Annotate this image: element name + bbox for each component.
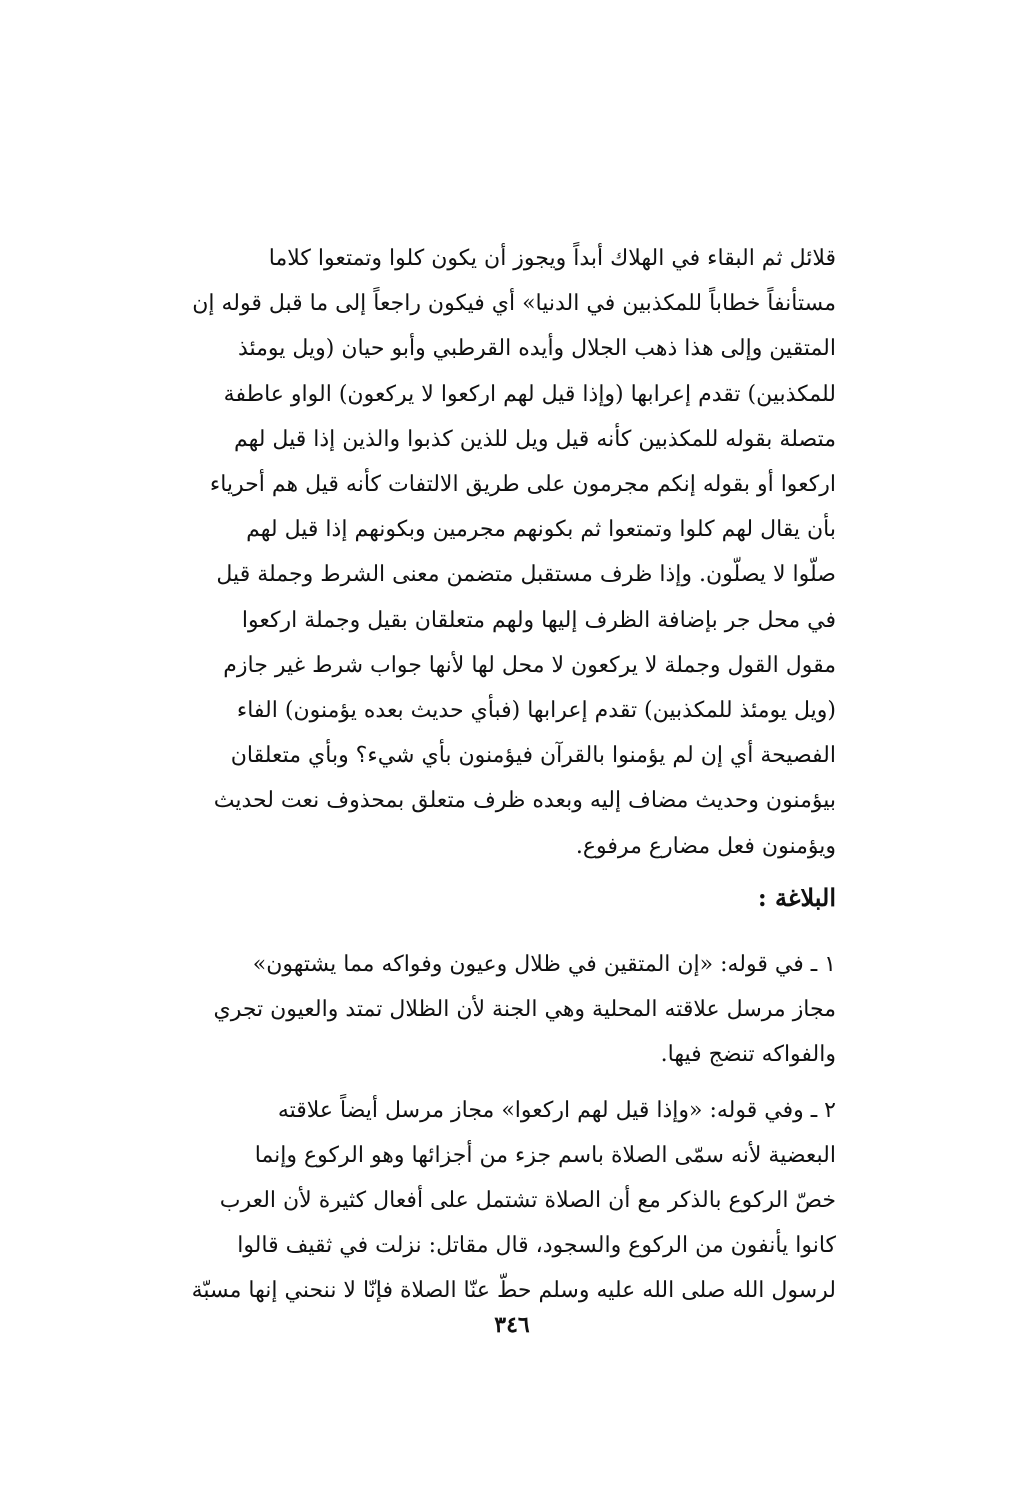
paragraph-line: مستأنفاً خطاباً للمكذبين في الدنيا» أي فيكون راجعاً إلى ما قبل قوله إن — [192, 291, 836, 317]
paragraph-line: اركعوا أو بقوله إنكم مجرمون على طريق الالتفات كأنه قيل هم أحرياء — [209, 472, 836, 498]
point-line: والفواكه تنضج فيها. — [660, 1042, 836, 1067]
rhetoric-point-1 — [148, 942, 836, 1077]
paragraph-line: للمكذبين) تقدم إعرابها (وإذا قيل لهم اركعوا لا يركعون) الواو عاطفة — [223, 381, 836, 407]
point-line: ٢ ـ وفي قوله: «وإذا قيل لهم اركعوا» مجاز مرسل أيضاً علاقته — [277, 1098, 836, 1123]
paragraph-line: صلّوا لا يصلّون. وإذا ظرف مستقبل متضمن معنى الشرط وجملة قيل — [216, 562, 836, 588]
point-line: كانوا يأنفون من الركوع والسجود، قال مقاتل: نزلت في ثقيف قالوا — [237, 1233, 836, 1258]
paragraph-line: قلائل ثم البقاء في الهلاك أبداً ويجوز أن يكون كلوا وتمتعوا كلاما — [268, 246, 836, 271]
point-line: مجاز مرسل علاقته المحلية وهي الجنة لأن الظلال تمتد والعيون تجري — [213, 997, 836, 1022]
main-paragraph — [148, 236, 836, 869]
page-number: ٣٤٦ — [494, 1312, 530, 1338]
point-line: البعضية لأنه سمّى الصلاة باسم جزء من أجزائها وهو الركوع وإنما — [254, 1143, 836, 1168]
section-heading: البلاغة : — [757, 883, 836, 912]
paragraph-line: في محل جر بإضافة الظرف إليها ولهم متعلقان بقيل وجملة اركعوا — [241, 607, 836, 633]
paragraph-line: (ويل يومئذ للمكذبين) تقدم إعرابها (فبأي حديث بعده يؤمنون) الفاء — [236, 698, 836, 724]
paragraph-line: بأن يقال لهم كلوا وتمتعوا ثم بكونهم مجرمين وبكونهم إذا قيل لهم — [246, 517, 836, 543]
paragraph-line: بيؤمنون وحديث مضاف إليه وبعده ظرف متعلق بمحذوف نعت لحديث — [213, 788, 836, 814]
rhetoric-point-2 — [148, 1088, 836, 1313]
point-line: ١ ـ في قوله: «إن المتقين في ظلال وعيون وفواكه مما يشتهون» — [252, 952, 836, 977]
point-line: لرسول الله صلى الله عليه وسلم حطّ عنّا الصلاة فإنّا لا ننحني إنها مسبّة — [191, 1278, 836, 1303]
paragraph-line: الفصيحة أي إن لم يؤمنوا بالقرآن فيؤمنون بأي شيء؟ وبأي متعلقان — [230, 743, 836, 769]
paragraph-line: مقول القول وجملة لا يركعون لا محل لها لأنها جواب شرط غير جازم — [223, 652, 836, 678]
point-line: خصّ الركوع بالذكر مع أن الصلاة تشتمل على أفعال كثيرة لأن العرب — [219, 1188, 836, 1213]
paragraph-line: متصلة بقوله للمكذبين كأنه قيل ويل للذين كذبوا والذين إذا قيل لهم — [233, 426, 836, 452]
paragraph-line: ويؤمنون فعل مضارع مرفوع. — [575, 833, 836, 859]
paragraph-line: المتقين وإلى هذا ذهب الجلال وأيده القرطبي وأبو حيان (ويل يومئذ — [237, 336, 836, 362]
